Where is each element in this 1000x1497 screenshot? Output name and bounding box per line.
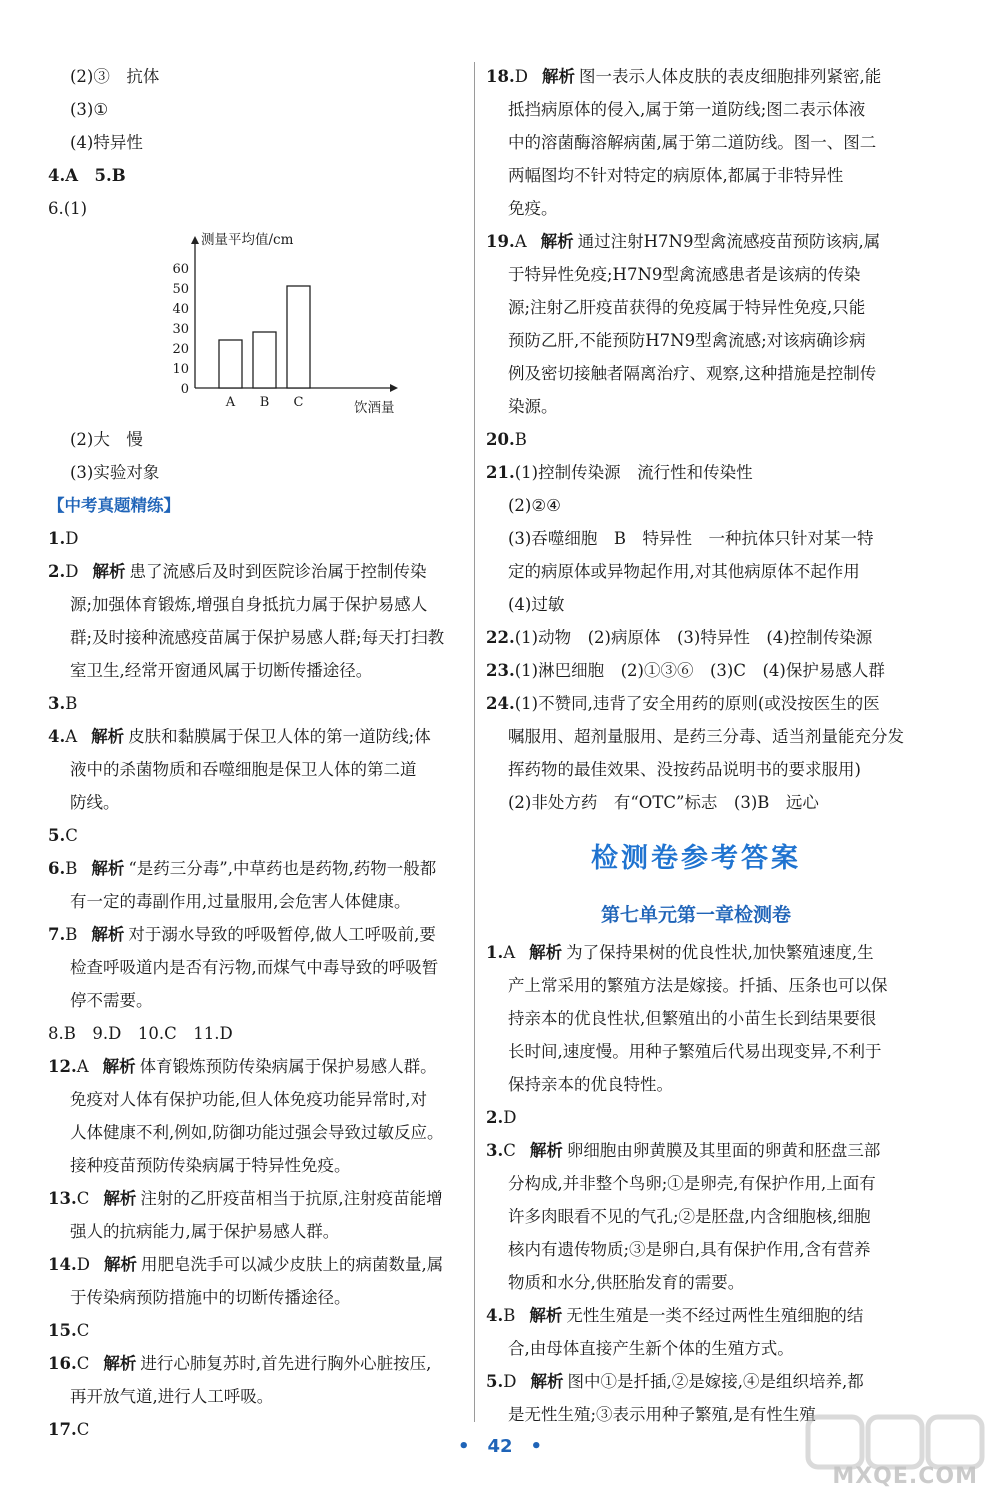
answer-choice: B — [514, 430, 527, 449]
analysis-label: 解析 — [103, 1255, 137, 1274]
y-tick-label: 0 — [180, 382, 189, 397]
question-number: 5. — [48, 826, 66, 845]
answer-line — [486, 654, 916, 687]
analysis-label: 解析 — [91, 727, 125, 746]
answer-choice: (1)淋巴细胞 (2)①③⑥ (3)C (4)保护易感人群 — [514, 661, 885, 680]
answer-text: 定的病原体或异物起作用,对其他病原体不起作用 — [508, 562, 860, 581]
question-number: 18. — [486, 67, 515, 86]
answer-line — [48, 555, 468, 588]
question-number: 16. — [48, 1354, 77, 1373]
x-axis-label: 饮酒量 — [354, 400, 395, 416]
analysis-text: 染源。 — [508, 397, 558, 416]
analysis-label: 解析 — [103, 1354, 137, 1373]
y-tick-label: 60 — [172, 262, 189, 277]
analysis-text: 是无性生殖;③表示用种子繁殖,是有性生殖 — [508, 1405, 816, 1424]
analysis-label: 解析 — [529, 1306, 563, 1325]
analysis-text: 于传染病预防措施中的切断传播途径。 — [70, 1288, 351, 1307]
question-number: 20. — [486, 430, 515, 449]
analysis-text: 例及密切接触者隔离治疗、观察,这种措施是控制传 — [508, 364, 877, 383]
analysis-label: 解析 — [540, 232, 574, 251]
x-tick-label: A — [225, 395, 236, 410]
page-number: • 42 • — [457, 1436, 543, 1457]
answer-text: (2)②④ — [508, 496, 561, 515]
analysis-text: 为了保持果树的优良性状,加快繁殖速度,生 — [566, 943, 874, 962]
answer-line — [48, 1050, 468, 1083]
analysis-text: 人体健康不利,例如,防御功能过强会导致过敏反应。 — [70, 1123, 444, 1142]
analysis-text: 体育锻炼预防传染病属于保护易感人群。 — [139, 1057, 437, 1076]
right-column-lower — [486, 936, 916, 1431]
question-number: 14. — [48, 1255, 77, 1274]
y-tick-label: 40 — [172, 302, 189, 317]
answer-line — [486, 1134, 916, 1167]
analysis-text: 群;及时接种流感疫苗属于保护易感人群;每天打扫教 — [70, 628, 445, 647]
analysis-text: 皮肤和黏膜属于保卫人体的第一道防线;体 — [128, 727, 431, 746]
answer-choice: C — [503, 1141, 516, 1160]
analysis-text: 核内有遗传物质;③是卵白,具有保护作用,含有营养 — [508, 1240, 871, 1259]
question-number: 13. — [48, 1189, 77, 1208]
column-divider — [474, 62, 475, 1422]
answer-choice: B — [65, 859, 78, 878]
analysis-text: 保持亲本的优良特性。 — [508, 1075, 673, 1094]
question-number: 17. — [48, 1420, 77, 1439]
analysis-text: 检查呼吸道内是否有污物,而煤气中毒导致的呼吸暂 — [70, 958, 439, 977]
answer-choice: D — [503, 1372, 517, 1391]
answer-line — [486, 423, 916, 456]
analysis-label: 解析 — [541, 67, 575, 86]
answer-text: (2)大 慢 — [70, 430, 143, 449]
question-number: 3. — [486, 1141, 504, 1160]
analysis-text: 有一定的毒副作用,过量服用,会危害人体健康。 — [70, 892, 411, 911]
analysis-label: 解析 — [92, 562, 126, 581]
analysis-label: 解析 — [529, 1141, 563, 1160]
answer-line — [48, 687, 468, 720]
answer-choice: A — [76, 1057, 89, 1076]
y-tick-label: 10 — [172, 362, 189, 377]
right-column — [486, 60, 916, 819]
answer-choice: (1)控制传染源 流行性和传染性 — [514, 463, 753, 482]
analysis-text: 物质和水分,供胚胎发育的需要。 — [508, 1273, 745, 1292]
y-axis-arrow-icon — [191, 236, 199, 244]
answer-choice: A — [65, 727, 78, 746]
answer-choice: B — [503, 1306, 516, 1325]
answer-line — [48, 819, 468, 852]
answer-line: 4.A 5.B — [48, 166, 126, 185]
analysis-text: 注射的乙肝疫苗相当于抗原,注射疫苗能增 — [140, 1189, 443, 1208]
answer-line — [48, 1413, 468, 1446]
answer-line: 6.(1) — [48, 199, 88, 218]
analysis-text: 免疫。 — [508, 199, 558, 218]
answer-choice: D — [514, 67, 528, 86]
analysis-text: 对于溺水导致的呼吸暂停,做人工呼吸前,要 — [128, 925, 436, 944]
analysis-label: 解析 — [102, 1057, 136, 1076]
question-number: 24. — [486, 694, 515, 713]
analysis-text: 持亲本的优良性状,但繁殖出的小苗生长到结果要很 — [508, 1009, 877, 1028]
analysis-text: 合,由母体直接产生新个体的生殖方式。 — [508, 1339, 794, 1358]
answer-choice: A — [514, 232, 527, 251]
analysis-text: 预防乙肝,不能预防H7N9型禽流感;对该病确诊病 — [508, 331, 866, 350]
answer-choice: D — [503, 1108, 517, 1127]
answer-text: 嘱服用、超剂量服用、是药三分毒、适当剂量能充分发 — [508, 727, 904, 746]
question-number: 1. — [486, 943, 504, 962]
y-tick-label: 20 — [172, 342, 189, 357]
analysis-text: 通过注射H7N9型禽流感疫苗预防该病,属 — [577, 232, 881, 251]
analysis-text: 源;注射乙肝疫苗获得的免疫属于特异性免疫,只能 — [508, 298, 866, 317]
y-tick-label: 30 — [172, 322, 189, 337]
analysis-text: 中的溶菌酶溶解病菌,属于第二道防线。图一、图二 — [508, 133, 877, 152]
question-number: 4. — [48, 727, 66, 746]
answer-line — [48, 852, 468, 885]
bar — [219, 340, 242, 388]
analysis-text: 无性生殖是一类不经过两性生殖细胞的结 — [566, 1306, 864, 1325]
analysis-text: 分构成,并非整个鸟卵;①是卵壳,有保护作用,上面有 — [508, 1174, 876, 1193]
question-number: 4. — [486, 1306, 504, 1325]
answer-line — [486, 936, 916, 969]
answer-line — [48, 1248, 468, 1281]
analysis-text: 长时间,速度慢。用种子繁殖后代易出现变异,不利于 — [508, 1042, 882, 1061]
question-number: 1. — [48, 529, 66, 548]
question-number: 15. — [48, 1321, 77, 1340]
analysis-text: 于特异性免疫;H7N9型禽流感患者是该病的传染 — [508, 265, 861, 284]
analysis-text: 再开放气道,进行人工呼吸。 — [70, 1387, 274, 1406]
analysis-label: 解析 — [530, 1372, 564, 1391]
answer-text: (2)非处方药 有“OTC”标志 (3)B 远心 — [508, 793, 819, 812]
answer-line — [48, 1017, 468, 1050]
answer-line — [48, 1314, 468, 1347]
analysis-text: 两幅图均不针对特定的病原体,都属于非特异性 — [508, 166, 844, 185]
answer-line — [486, 60, 916, 93]
question-number: 23. — [486, 661, 515, 680]
answer-choice: (1)不赞同,违背了安全用药的原则(或没按医生的医 — [514, 694, 880, 713]
analysis-text: 图一表示人体皮肤的表皮细胞排列紧密,能 — [578, 67, 882, 86]
analysis-label: 解析 — [91, 925, 125, 944]
answer-line — [486, 1101, 916, 1134]
question-number: 7. — [48, 925, 66, 944]
analysis-text: 卵细胞由卵黄膜及其里面的卵黄和胚盘三部 — [566, 1141, 881, 1160]
answer-choice: C — [76, 1354, 90, 1373]
analysis-text: 图中①是扦插,②是嫁接,④是组织培养,都 — [567, 1372, 864, 1391]
answer-line — [48, 720, 468, 753]
analysis-text: 强人的抗病能力,属于保护易感人群。 — [70, 1222, 340, 1241]
question-number: 21. — [486, 463, 515, 482]
y-axis-label: 测量平均值/cm — [201, 232, 294, 248]
section-tag: 【中考真题精练】 — [48, 496, 180, 515]
answer-text: (4)特异性 — [70, 133, 143, 152]
answer-choice: D — [65, 529, 79, 548]
bar — [253, 332, 276, 388]
analysis-text: 产上常采用的繁殖方法是嫁接。扦插、压条也可以保 — [508, 976, 888, 995]
bar-chart — [150, 228, 395, 416]
analysis-text: 室卫生,经常开窗通风属于切断传播途径。 — [70, 661, 373, 680]
answer-line — [48, 522, 468, 555]
answer-choice: D — [76, 1255, 90, 1274]
question-number: 3. — [48, 694, 66, 713]
answer-line — [486, 621, 916, 654]
answer-text: (4)过敏 — [508, 595, 565, 614]
answer-line — [486, 687, 916, 720]
answer-choice: B — [65, 925, 78, 944]
question-number: 12. — [48, 1057, 77, 1076]
answer-text: (3)吞噬细胞 B 特异性 一种抗体只针对某一特 — [508, 529, 874, 548]
analysis-text: 许多肉眼看不见的气孔;②是胚盘,内含细胞核,细胞 — [508, 1207, 871, 1226]
answer-choice: C — [65, 826, 78, 845]
answers-title: 检测卷参考答案 — [591, 843, 801, 874]
question-number: 19. — [486, 232, 515, 251]
analysis-label: 解析 — [103, 1189, 137, 1208]
analysis-text: 停不需要。 — [70, 991, 153, 1010]
y-tick-label: 50 — [172, 282, 189, 297]
answer-choice: 8.B 9.D 10.C 11.D — [48, 1024, 233, 1043]
question-number: 5. — [486, 1372, 504, 1391]
analysis-text: “是药三分毒”,中草药也是药物,药物一般都 — [128, 859, 437, 878]
answer-choice: (1)动物 (2)病原体 (3)特异性 (4)控制传染源 — [514, 628, 873, 647]
answer-choice: C — [76, 1189, 90, 1208]
question-number: 2. — [486, 1108, 504, 1127]
analysis-text: 接种疫苗预防传染病属于特异性免疫。 — [70, 1156, 351, 1175]
answer-line — [48, 1347, 468, 1380]
answer-choice: D — [65, 562, 79, 581]
answer-text: (3)实验对象 — [70, 463, 160, 482]
analysis-text: 防线。 — [70, 793, 120, 812]
answer-text: 挥药物的最佳效果、没按药品说明书的要求服用) — [508, 760, 861, 779]
analysis-text: 液中的杀菌物质和吞噬细胞是保卫人体的第二道 — [70, 760, 417, 779]
x-tick-label: C — [293, 395, 304, 410]
answer-choice: C — [76, 1321, 90, 1340]
answer-choice: C — [76, 1420, 90, 1439]
bar — [287, 286, 310, 388]
answer-text: (2)③ 抗体 — [70, 67, 160, 86]
answer-choice: A — [503, 943, 516, 962]
question-number: 22. — [486, 628, 515, 647]
answer-line — [486, 1299, 916, 1332]
analysis-text: 患了流感后及时到医院诊治属于控制传染 — [129, 562, 427, 581]
answer-line — [48, 1182, 468, 1215]
answer-choice: B — [65, 694, 78, 713]
answer-line — [486, 456, 916, 489]
answer-line — [486, 225, 916, 258]
chapter-test-title: 第七单元第一章检测卷 — [600, 904, 791, 926]
watermark-url: MXQE.COM — [832, 1464, 978, 1489]
answer-line — [48, 918, 468, 951]
analysis-text: 进行心肺复苏时,首先进行胸外心脏按压, — [140, 1354, 432, 1373]
answer-text: (3)① — [70, 100, 109, 119]
analysis-text: 源;加强体育锻炼,增强自身抵抗力属于保护易感人 — [70, 595, 428, 614]
analysis-text: 用肥皂洗手可以减少皮肤上的病菌数量,属 — [140, 1255, 444, 1274]
analysis-text: 免疫对人体有保护功能,但人体免疫功能异常时,对 — [70, 1090, 427, 1109]
analysis-label: 解析 — [91, 859, 125, 878]
x-tick-label: B — [259, 395, 270, 410]
answer-line — [486, 1365, 916, 1398]
question-number: 2. — [48, 562, 66, 581]
analysis-label: 解析 — [529, 943, 563, 962]
analysis-text: 抵挡病原体的侵入,属于第一道防线;图二表示体液 — [508, 100, 866, 119]
question-number: 6. — [48, 859, 66, 878]
